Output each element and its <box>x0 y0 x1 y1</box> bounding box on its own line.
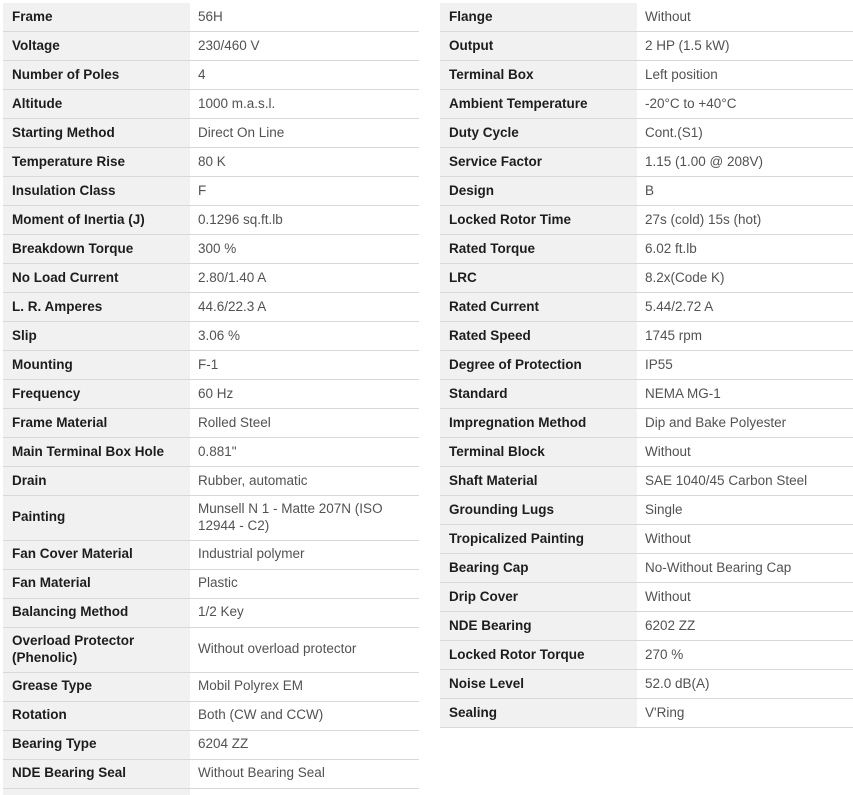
spec-label: Sealing <box>440 699 637 727</box>
table-row-grease-type <box>3 673 419 702</box>
spec-value: 1/2 Key <box>198 604 244 620</box>
spec-label: Starting Method <box>3 119 190 147</box>
spec-label: Rotation <box>3 702 190 730</box>
spec-label: Temperature Rise <box>3 148 190 176</box>
table-row-drain <box>3 467 419 496</box>
spec-label: NDE Bearing <box>440 612 637 640</box>
spec-label: Number of Poles <box>3 61 190 89</box>
spec-value: 5.44/2.72 A <box>645 298 714 314</box>
spec-value: Direct On Line <box>198 124 285 140</box>
spec-label: LRC <box>440 264 637 292</box>
spec-label: Rated Speed <box>440 322 637 350</box>
table-row-standard <box>440 380 853 409</box>
table-row-partial <box>3 789 419 795</box>
spec-label: Design <box>440 177 637 205</box>
table-row-terminal-box <box>440 61 853 90</box>
spec-label: Mounting <box>3 351 190 379</box>
spec-value: Industrial polymer <box>198 546 305 562</box>
spec-label: Shaft Material <box>440 467 637 495</box>
spec-label: Drain <box>3 467 190 495</box>
spec-label: NDE Bearing Seal <box>3 760 190 788</box>
spec-table-right <box>440 3 853 728</box>
spec-label: Fan Cover Material <box>3 541 190 569</box>
table-row-rated-speed <box>440 322 853 351</box>
spec-label: Flange <box>440 3 637 31</box>
spec-value: 1000 m.a.s.l. <box>198 95 276 111</box>
spec-label: No Load Current <box>3 264 190 292</box>
spec-label: Drip Cover <box>440 583 637 611</box>
spec-label: Tropicalized Painting <box>440 525 637 553</box>
table-row-flange <box>440 3 853 32</box>
spec-label: Bearing Cap <box>440 554 637 582</box>
table-row-breakdown-torque <box>3 235 419 264</box>
spec-value: Both (CW and CCW) <box>198 707 324 723</box>
spec-value: F <box>198 182 207 198</box>
spec-label: Service Factor <box>440 148 637 176</box>
table-row-nde-bearing-seal <box>3 760 419 789</box>
spec-value: SAE 1040/45 Carbon Steel <box>645 472 808 488</box>
table-row-drip-cover <box>440 583 853 612</box>
spec-label: Degree of Protection <box>440 351 637 379</box>
spec-value: 270 % <box>645 646 684 662</box>
spec-label: Overload Protector (Phenolic) <box>3 628 190 672</box>
table-row-frame-material <box>3 409 419 438</box>
spec-label: L. R. Amperes <box>3 293 190 321</box>
spec-label: Insulation Class <box>3 177 190 205</box>
spec-label: Frame <box>3 3 190 31</box>
spec-value: Without Bearing Seal <box>198 765 325 781</box>
table-row-grounding-lugs <box>440 496 853 525</box>
spec-value: 56H <box>198 8 223 24</box>
spec-value: 300 % <box>198 240 237 256</box>
spec-label: Noise Level <box>440 670 637 698</box>
spec-label: Moment of Inertia (J) <box>3 206 190 234</box>
spec-value: Left position <box>645 66 718 82</box>
spec-value: 8.2x(Code K) <box>645 269 725 285</box>
table-row-frame <box>3 3 419 32</box>
table-row-duty-cycle <box>440 119 853 148</box>
spec-label: Main Terminal Box Hole <box>3 438 190 466</box>
table-row-shaft-material <box>440 467 853 496</box>
spec-value: 6202 ZZ <box>645 617 696 633</box>
table-row-fan-material <box>3 570 419 599</box>
spec-value: 60 Hz <box>198 385 234 401</box>
spec-value: 52.0 dB(A) <box>645 675 710 691</box>
spec-value: Without <box>645 588 691 604</box>
spec-table-left <box>3 3 419 795</box>
spec-label: Impregnation Method <box>440 409 637 437</box>
spec-value: IP55 <box>645 356 673 372</box>
spec-value: NEMA MG-1 <box>645 385 721 401</box>
spec-label: Voltage <box>3 32 190 60</box>
spec-label: Rated Current <box>440 293 637 321</box>
spec-value: 0.881" <box>198 443 237 459</box>
table-row-altitude <box>3 90 419 119</box>
spec-label: Painting <box>3 496 190 540</box>
spec-value: 230/460 V <box>198 37 260 53</box>
spec-label: Breakdown Torque <box>3 235 190 263</box>
spec-label <box>3 789 190 795</box>
spec-value: Without <box>645 443 691 459</box>
table-row-locked-rotor-time <box>440 206 853 235</box>
spec-value: 6.02 ft.lb <box>645 240 697 256</box>
table-row-degree-of-protection <box>440 351 853 380</box>
table-row-no-load-current <box>3 264 419 293</box>
spec-value: No-Without Bearing Cap <box>645 559 792 575</box>
spec-label: Grounding Lugs <box>440 496 637 524</box>
spec-label: Locked Rotor Torque <box>440 641 637 669</box>
spec-value: Single <box>645 501 683 517</box>
spec-label: Terminal Box <box>440 61 637 89</box>
table-row-balancing-method <box>3 599 419 628</box>
table-row-rated-current <box>440 293 853 322</box>
table-row-starting-method <box>3 119 419 148</box>
table-row-rated-torque <box>440 235 853 264</box>
spec-value: V'Ring <box>645 704 685 720</box>
table-row-impregnation-method <box>440 409 853 438</box>
table-row-output <box>440 32 853 61</box>
table-row-lr-amperes <box>3 293 419 322</box>
spec-label: Grease Type <box>3 673 190 701</box>
spec-value: Plastic <box>198 575 238 591</box>
spec-label: Terminal Block <box>440 438 637 466</box>
spec-value: Rolled Steel <box>198 414 271 430</box>
spec-value: 0.1296 sq.ft.lb <box>198 211 283 227</box>
spec-value: 44.6/22.3 A <box>198 298 267 314</box>
table-row-number-of-poles <box>3 61 419 90</box>
table-row-main-terminal-box-hole <box>3 438 419 467</box>
spec-label: Standard <box>440 380 637 408</box>
spec-label: Frequency <box>3 380 190 408</box>
spec-label: Rated Torque <box>440 235 637 263</box>
spec-label: Altitude <box>3 90 190 118</box>
table-row-painting <box>3 496 419 541</box>
spec-value: Munsell N 1 - Matte 207N (ISO 12944 - C2) <box>198 501 383 533</box>
spec-value: Cont.(S1) <box>645 124 703 140</box>
table-row-voltage <box>3 32 419 61</box>
table-row-fan-cover-material <box>3 541 419 570</box>
spec-value <box>190 789 419 795</box>
spec-value: Dip and Bake Polyester <box>645 414 787 430</box>
spec-label: Ambient Temperature <box>440 90 637 118</box>
table-row-nde-bearing <box>440 612 853 641</box>
spec-value: B <box>645 182 655 198</box>
table-row-ambient-temperature <box>440 90 853 119</box>
table-row-lrc <box>440 264 853 293</box>
table-row-sealing <box>440 699 853 728</box>
table-row-slip <box>3 322 419 351</box>
spec-value: 80 K <box>198 153 226 169</box>
table-row-temperature-rise <box>3 148 419 177</box>
table-row-frequency <box>3 380 419 409</box>
spec-value: 6204 ZZ <box>198 736 249 752</box>
spec-label: Balancing Method <box>3 599 190 627</box>
table-row-rotation <box>3 702 419 731</box>
table-row-mounting <box>3 351 419 380</box>
spec-value: 1.15 (1.00 @ 208V) <box>645 153 764 169</box>
spec-value: Without overload protector <box>198 641 357 657</box>
table-row-insulation-class <box>3 177 419 206</box>
spec-value: 3.06 % <box>198 327 241 343</box>
spec-label: Frame Material <box>3 409 190 437</box>
spec-value: Rubber, automatic <box>198 472 308 488</box>
table-row-tropicalized-painting <box>440 525 853 554</box>
spec-value: 27s (cold) 15s (hot) <box>645 211 762 227</box>
table-row-moment-of-inertia <box>3 206 419 235</box>
table-row-terminal-block <box>440 438 853 467</box>
spec-value: 1745 rpm <box>645 327 703 343</box>
table-row-design <box>440 177 853 206</box>
spec-value: Without <box>645 530 691 546</box>
table-row-service-factor <box>440 148 853 177</box>
spec-value: Without <box>645 8 691 24</box>
spec-label: Locked Rotor Time <box>440 206 637 234</box>
spec-label: Duty Cycle <box>440 119 637 147</box>
spec-label: Output <box>440 32 637 60</box>
spec-label: Bearing Type <box>3 731 190 759</box>
table-row-bearing-cap <box>440 554 853 583</box>
spec-value: Mobil Polyrex EM <box>198 678 304 694</box>
spec-value: -20°C to +40°C <box>645 95 737 111</box>
spec-value: 2 HP (1.5 kW) <box>645 37 730 53</box>
spec-label: Fan Material <box>3 570 190 598</box>
table-row-bearing-type <box>3 731 419 760</box>
spec-value: 4 <box>198 66 206 82</box>
spec-value: F-1 <box>198 356 219 372</box>
table-row-overload-protector <box>3 628 419 673</box>
spec-value: 2.80/1.40 A <box>198 269 267 285</box>
table-row-noise-level <box>440 670 853 699</box>
spec-label: Slip <box>3 322 190 350</box>
table-row-locked-rotor-torque <box>440 641 853 670</box>
